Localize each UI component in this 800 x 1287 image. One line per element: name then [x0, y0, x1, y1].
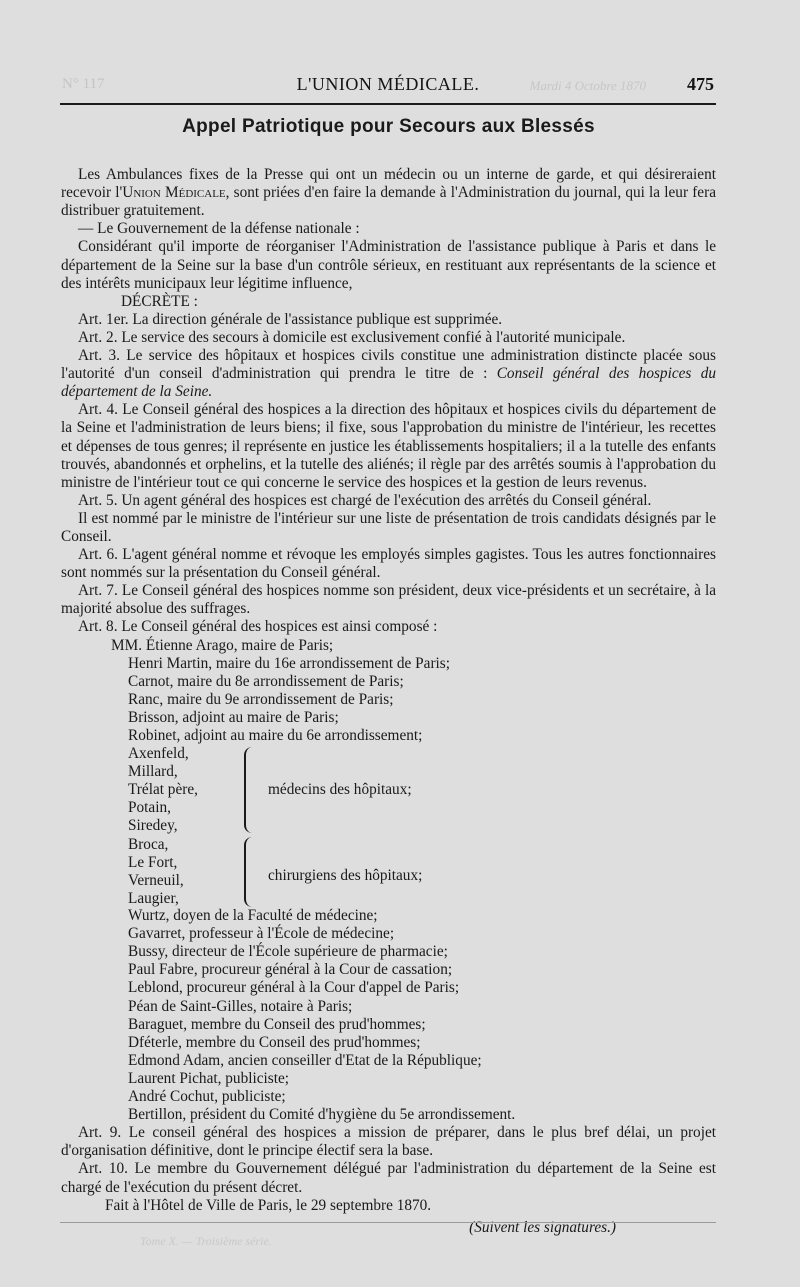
- physician-names: [128, 745, 248, 908]
- article-3: [61, 347, 716, 401]
- intro-journal-name: Union Médicale: [122, 184, 226, 202]
- member-line: Wurtz, doyen de la Faculté de médecine;: [128, 907, 378, 925]
- member-line: Laurent Pichat, publiciste;: [128, 1069, 289, 1087]
- chirurgien-name: Le Fort,: [128, 853, 178, 871]
- medecins-label: médecins des hôpitaux;: [268, 781, 412, 799]
- article-10: Art. 10. Le membre du Gouvernement délégué par l'administration du département de la Seine est chargé de l'exécution du présent décret.: [61, 1160, 716, 1196]
- member-line: Henri Martin, maire du 16e arrondissement de Paris;: [128, 654, 450, 672]
- issue-number-faint: N° 117: [62, 76, 105, 92]
- member-line: Carnot, maire du 8e arrondissement de Paris;: [128, 672, 404, 690]
- physician-groups: [61, 745, 716, 907]
- article-5: Art. 5. Un agent général des hospices est chargé de l'exécution des arrêtés du Conseil général.: [78, 491, 652, 509]
- article-title: Appel Patriotique pour Secours aux Blessés: [182, 116, 595, 137]
- article-2: Art. 2. Le service des secours à domicile est exclusivement confié à l'autorité municipale.: [78, 328, 626, 346]
- chirurgien-name: Verneuil,: [128, 871, 184, 889]
- member-line: Ranc, maire du 9e arrondissement de Paris;: [128, 690, 394, 708]
- medecin-name: Potain,: [128, 799, 171, 817]
- journal-title: L'UNION MÉDICALE.: [296, 74, 480, 94]
- member-line: Paul Fabre, procureur général à la Cour de cassation;: [128, 961, 453, 979]
- member-line: Bussy, directeur de l'École supérieure de pharmacie;: [128, 943, 448, 961]
- medecin-name: Millard,: [128, 763, 178, 781]
- member-line: Robinet, adjoint au maire du 6e arrondissement;: [128, 727, 423, 744]
- member-line: Gavarret, professeur à l'École de médecine;: [128, 925, 395, 943]
- signatures-note: (Suivent les signatures.): [469, 1218, 616, 1236]
- page-header: [62, 72, 714, 102]
- header-rule: [60, 103, 716, 105]
- chirurgien-name: Laugier,: [128, 889, 179, 907]
- member-line: Edmond Adam, ancien conseiller d'Etat de la République;: [128, 1051, 482, 1069]
- page-number: 475: [687, 74, 714, 94]
- signing-line: Fait à l'Hôtel de Ville de Paris, le 29 septembre 1870.: [105, 1196, 432, 1214]
- article-8: Art. 8. Le Conseil général des hospices est ainsi composé :: [78, 618, 438, 636]
- article-1: Art. 1er. La direction générale de l'assistance publique est supprimée.: [78, 310, 503, 328]
- medecins-brace: [244, 747, 255, 833]
- intro-text-a: Les Ambulances fixes de la Presse qui ont un médecin ou un interne de garde, et qui désireraient recevoir l': [61, 166, 716, 202]
- intro-text-b: , sont priées d'en faire la demande à l'Administration du journal, qui la leur fera distribuer gratuitement.: [61, 184, 716, 220]
- member-line: Leblond, procureur général à la Cour d'appel de Paris;: [128, 979, 460, 997]
- article-3-text: Art. 3. Le service des hôpitaux et hospices civils constitue une administration distincte placée sous l'autorité d'un conseil d'administration qui prendra le titre de :: [61, 347, 716, 383]
- article-body: [61, 112, 716, 1237]
- chirurgiens-brace: [244, 837, 255, 907]
- intro-paragraph: [61, 166, 716, 220]
- gouvernement-line: — Le Gouvernement de la défense nationale :: [78, 220, 360, 238]
- medecin-name: Siredey,: [128, 817, 178, 835]
- article-3-italic: Conseil général des hospices du département de la Seine.: [61, 365, 717, 401]
- medecin-name: Axenfeld,: [128, 745, 189, 763]
- footer-rule: [60, 1222, 716, 1223]
- article-6: Art. 6. L'agent général nomme et révoque les employés simples gagistes. Tous les autres fonctionnaires sont nommés sur la présentation du Conseil général.: [61, 546, 716, 582]
- article-7: Art. 7. Le Conseil général des hospices nomme son président, deux vice-présidents et un secrétaire, à la majorité absolue des suffrages.: [61, 582, 716, 618]
- article-9: Art. 9. Le conseil général des hospices a mission de préparer, dans le plus bref délai, un projet d'organisation définitive, dont le principe électif sera la base.: [61, 1124, 716, 1160]
- article-5-nomination: Il est nommé par le ministre de l'intérieur sur une liste de présentation de trois candidats désignés par le Conseil.: [61, 509, 716, 545]
- medecin-name: Trélat père,: [128, 781, 198, 799]
- member-line: Baraguet, membre du Conseil des prud'hommes;: [128, 1015, 426, 1033]
- article-4: Art. 4. Le Conseil général des hospices a la direction des hôpitaux et hospices civils du département de la Seine et l'administration de leurs biens; il fixe, sous l'approbation du ministre de l'intérieur, les recettes et dépenses de tous genres; il représente en justice les établissements hospitaliers; il a la tutelle des enfants trouvés, abandonnés et orphelins, et la tutelle des aliénés; il règle par des arrêtés soumis à l'approbation du ministre de l'intérieur tout ce qui concerne le service des hospices et la gestion de leurs revenus.: [61, 401, 716, 491]
- member-line: Bertillon, président du Comité d'hygiène du 5e arrondissement.: [128, 1106, 516, 1124]
- member-line: Dféterle, membre du Conseil des prud'hommes;: [128, 1033, 421, 1051]
- considerant-paragraph: Considérant qu'il importe de réorganiser l'Administration de l'assistance publique à Paris et dans le département de la Seine sur la base d'un contrôle sérieux, en restituant aux représentants de la science et des intérêts municipaux leur légitime influence,: [61, 238, 716, 292]
- footer-faint-text: Tome X. — Troisième série.: [140, 1234, 272, 1248]
- member-line: André Cochut, publiciste;: [128, 1088, 286, 1106]
- issue-date-faint: Mardi 4 Octobre 1870: [529, 78, 646, 93]
- members-top-list: [61, 637, 716, 746]
- member-line: Péan de Saint-Gilles, notaire à Paris;: [128, 997, 353, 1015]
- members-bottom-list: [61, 907, 716, 1124]
- chirurgien-name: Broca,: [128, 835, 169, 853]
- member-line: Brisson, adjoint au maire de Paris;: [128, 708, 339, 726]
- chirurgiens-label: chirurgiens des hôpitaux;: [268, 867, 423, 885]
- decrete-heading: DÉCRÈTE :: [121, 292, 198, 310]
- member-line: MM. Étienne Arago, maire de Paris;: [111, 636, 334, 654]
